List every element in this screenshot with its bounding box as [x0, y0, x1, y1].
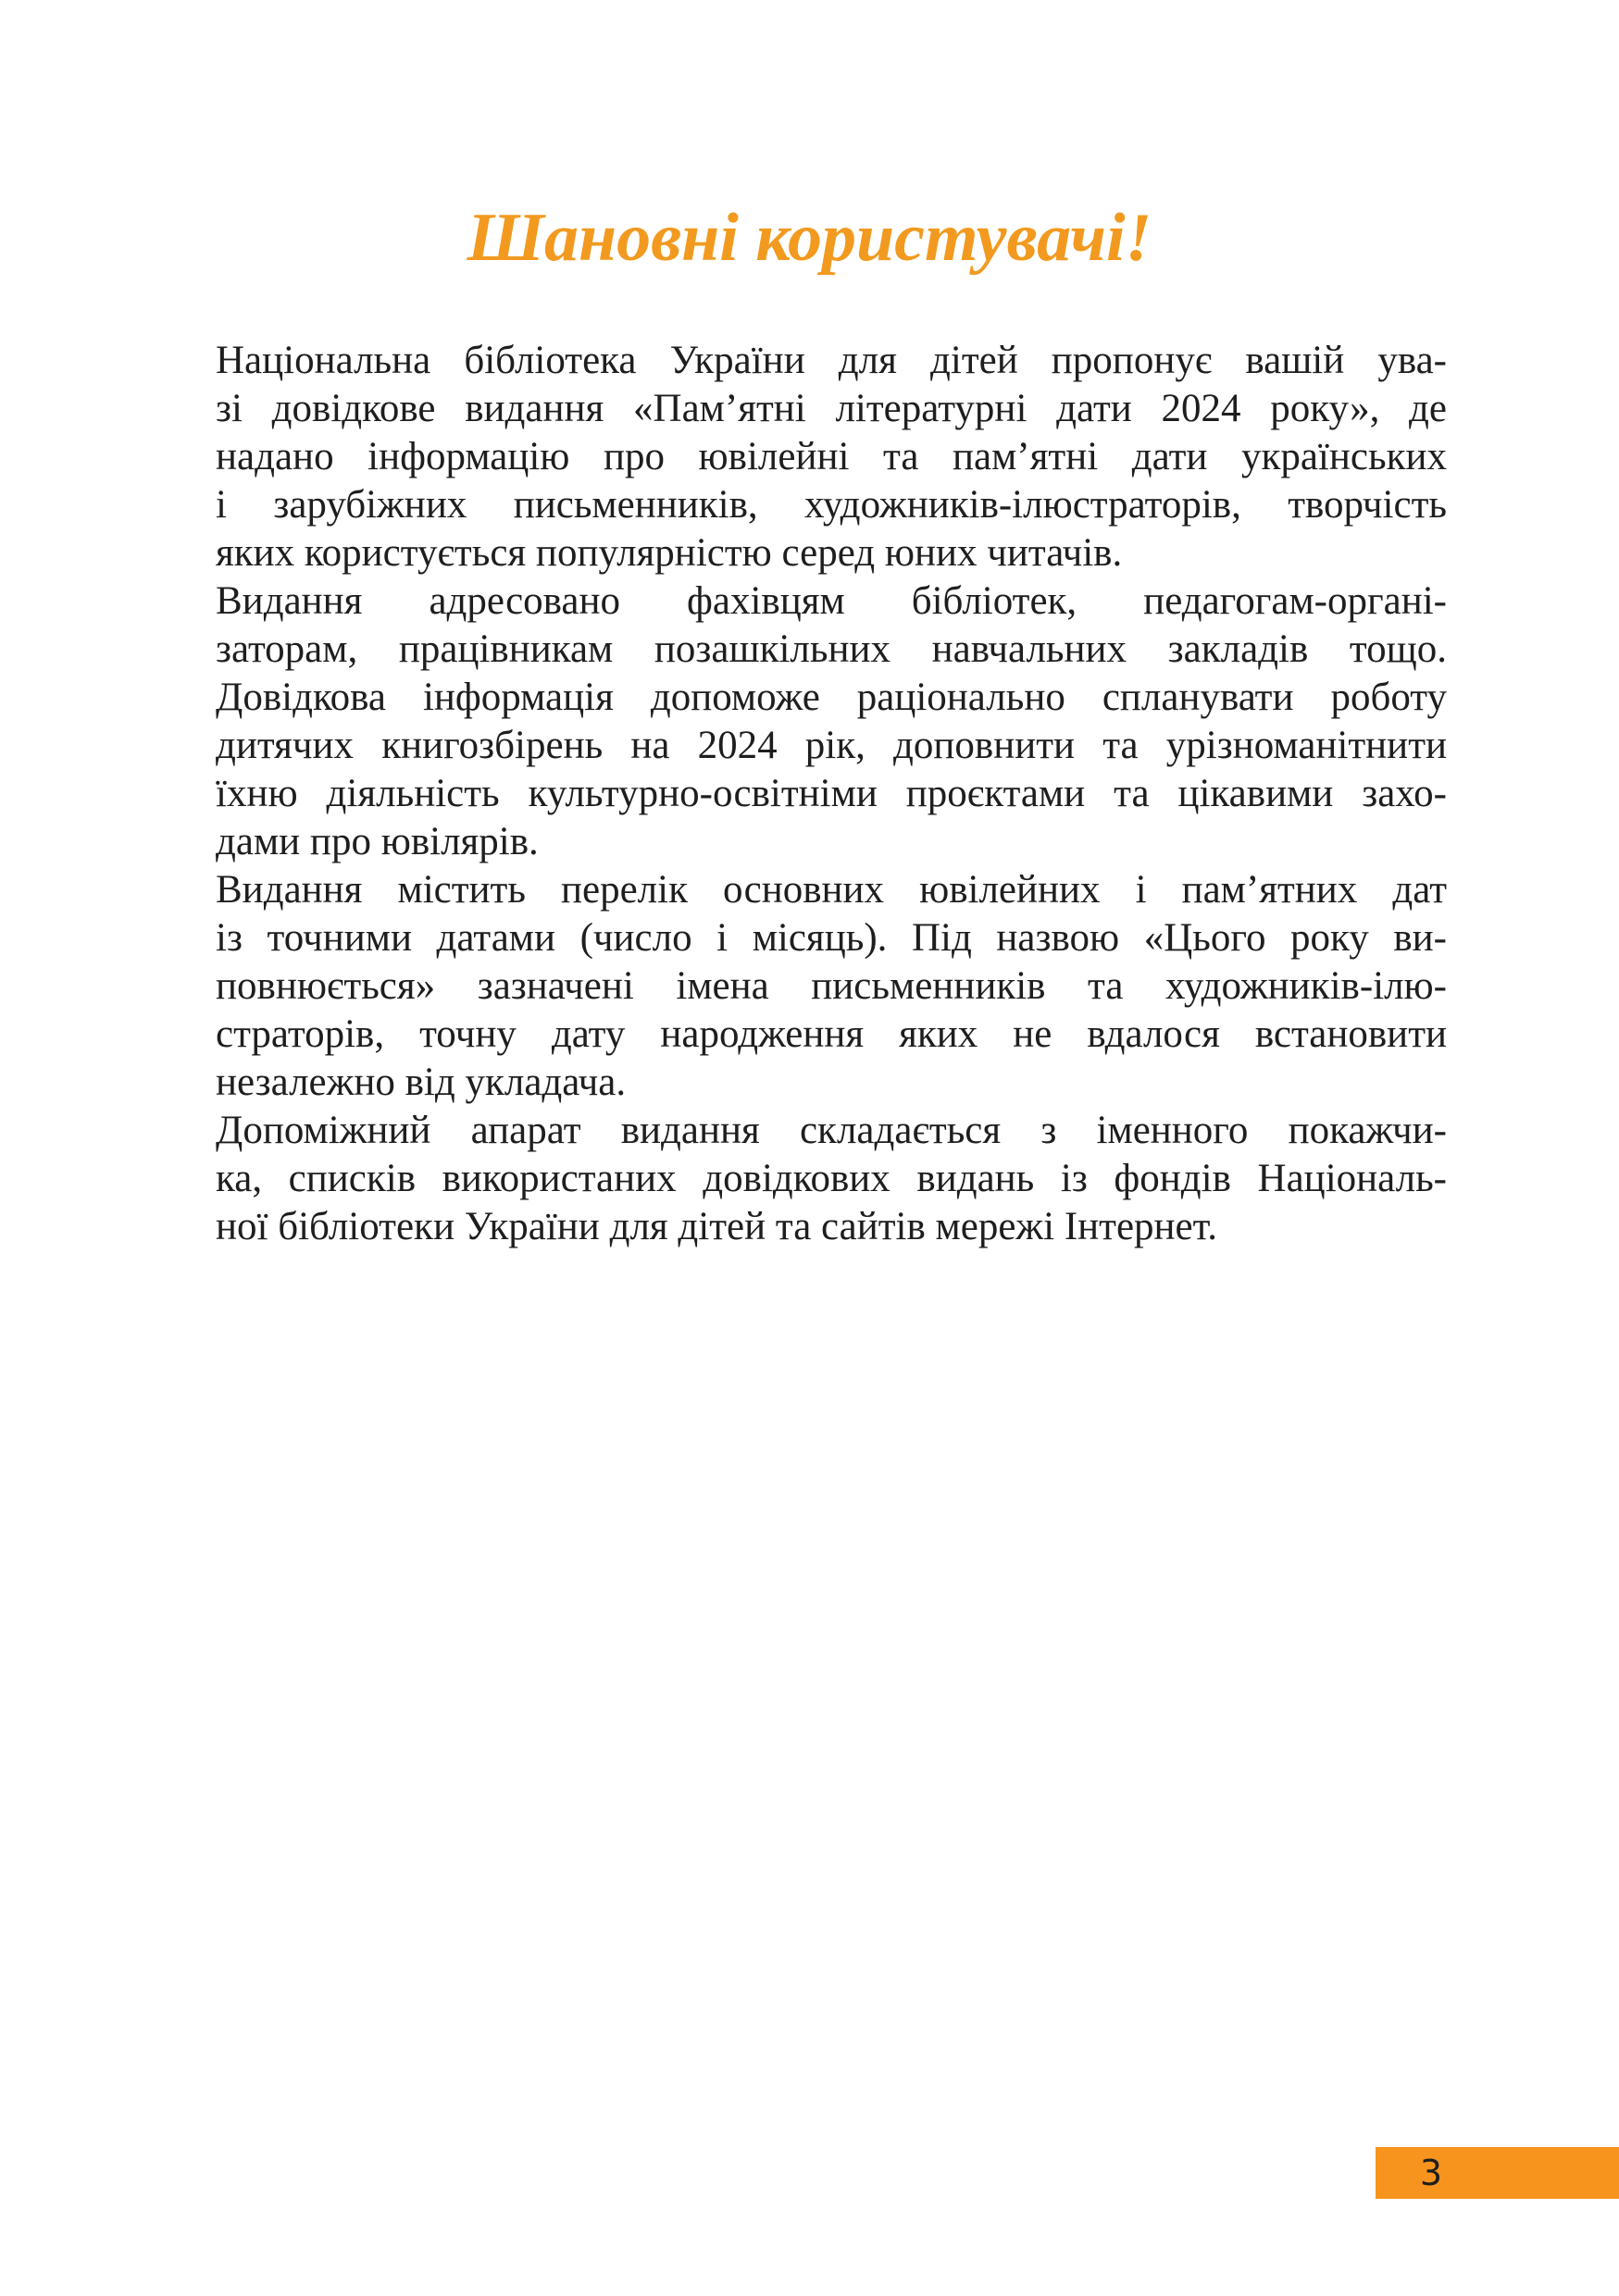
- text-line: страторів, точну дату народження яких не вдалося встановити: [216, 1012, 1447, 1056]
- paragraph-3: [162, 866, 1447, 1107]
- body-text: [162, 337, 1447, 1251]
- page-title: Шановні користувачі!: [467, 200, 1152, 276]
- text-line: Видання містить перелік основних ювілейних і пам’ятних дат: [216, 868, 1447, 912]
- text-line: дами про ювілярів.: [216, 820, 539, 863]
- text-line: ної бібліотеки України для дітей та сайтів мережі Інтернет.: [216, 1205, 1217, 1248]
- text-line: яких користується популярністю серед юних читачів.: [216, 531, 1123, 575]
- text-line: зі довідкове видання «Пам’ятні літературні дати 2024 року», де: [216, 387, 1447, 430]
- text-line: Видання адресовано фахівцям бібліотек, педагогам-органі-: [216, 579, 1447, 623]
- text-line: їхню діяльність культурно-освітніми проєктами та цікавими захо-: [216, 772, 1447, 815]
- text-line: повнюється» зазначені імена письменників та художників-ілю-: [216, 964, 1447, 1008]
- text-line: Довідкова інформація допоможе раціонально спланувати роботу: [216, 676, 1447, 719]
- paragraph-1: [162, 337, 1447, 577]
- text-line: ка, списків використаних довідкових видань із фондів Національ-: [216, 1157, 1447, 1200]
- paragraph-2: [162, 577, 1447, 866]
- text-line: і зарубіжних письменників, художників-ілюстраторів, творчість: [216, 483, 1447, 527]
- text-line: Національна бібліотека України для дітей пропонує вашій ува-: [216, 339, 1447, 382]
- page-number: 3: [1419, 2153, 1443, 2193]
- text-line: надано інформацію про ювілейні та пам’ятні дати українських: [216, 435, 1447, 478]
- text-line: із точними датами (число і місяць). Під назвою «Цього року ви-: [216, 916, 1447, 960]
- text-line: незалежно від укладача.: [216, 1061, 627, 1104]
- text-line: заторам, працівникам позашкільних навчальних закладів тощо.: [216, 627, 1447, 671]
- text-line: дитячих книгозбірень на 2024 рік, доповнити та урізноманітнити: [216, 724, 1447, 767]
- paragraph-4: [162, 1107, 1447, 1251]
- text-line: Допоміжний апарат видання складається з іменного покажчи-: [216, 1109, 1447, 1152]
